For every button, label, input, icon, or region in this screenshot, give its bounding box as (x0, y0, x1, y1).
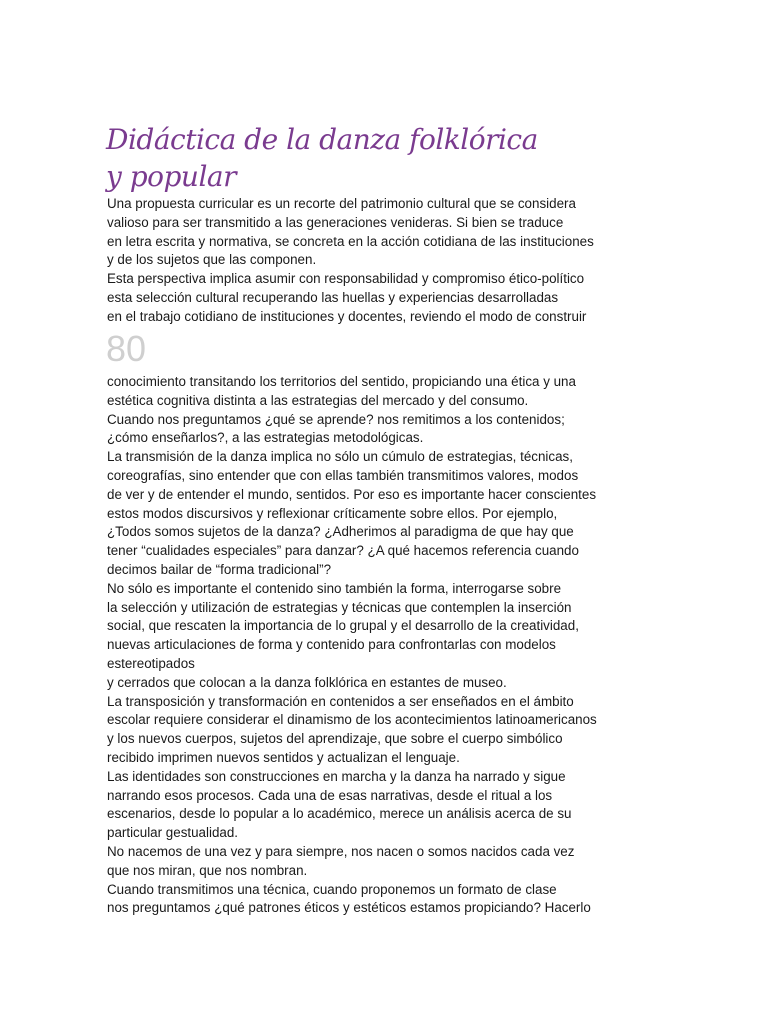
document-title (106, 121, 538, 195)
text-line: que nos miran, que nos nombran. (107, 862, 308, 878)
text-line: Esta perspectiva implica asumir con responsabilidad y compromiso ético-político (107, 271, 585, 287)
text-line: en letra escrita y normativa, se concreta en la acción cotidiana de las instituciones (107, 233, 594, 249)
text-line: conocimiento transitando los territorios del sentido, propiciando una ética y una (107, 374, 576, 389)
text-line: y cerrados que colocan a la danza folklórica en estantes de museo. (107, 674, 507, 690)
text-line: estética cognitiva distinta a las estrategias del mercado y del consumo. (107, 392, 529, 408)
text-line: la selección y utilización de estrategias y técnicas que contemplen la inserción (107, 599, 572, 615)
text-line: ¿Todos somos sujetos de la danza? ¿Adherimos al paradigma de que hay que (107, 524, 574, 540)
text-line: ¿cómo enseñarlos?, a las estrategias metodológicas. (107, 430, 424, 446)
text-line: No nacemos de una vez y para siempre, nos nacen o somos nacidos cada vez (107, 843, 575, 859)
text-line: estereotipados (107, 655, 195, 671)
body-text-block-2 (107, 373, 597, 918)
text-line: en el trabajo cotidiano de instituciones y docentes, reviendo el modo de construir (107, 308, 587, 324)
text-line: nuevas articulaciones de forma y contenido para confrontarlas con modelos (107, 637, 556, 653)
text-line: Una propuesta curricular es un recorte del patrimonio cultural que se considera (107, 196, 576, 211)
text-line: valioso para ser transmitido a las generaciones venideras. Si bien se traduce (107, 214, 564, 230)
text-line: estos modos discursivos y reflexionar críticamente sobre ellos. Por ejemplo, (107, 505, 558, 521)
text-line: escolar requiere considerar el dinamismo de los acontecimientos latinoamericanos (107, 712, 597, 728)
text-line: y los nuevos cuerpos, sujetos del aprendizaje, que sobre el cuerpo simbólico (107, 731, 563, 747)
text-line: escenarios, desde lo popular a lo académico, merece un análisis acerca de su (107, 806, 572, 822)
text-line: No sólo es importante el contenido sino también la forma, interrogarse sobre (107, 580, 562, 596)
text-line: Cuando transmitimos una técnica, cuando proponemos un formato de clase (107, 881, 557, 897)
text-line: narrando esos procesos. Cada una de esas narrativas, desde el ritual a los (107, 787, 553, 803)
text-line: Las identidades son construcciones en marcha y la danza ha narrado y sigue (107, 768, 566, 784)
body-text-block-1 (107, 195, 594, 327)
text-line: coreografías, sino entender que con ellas también transmitimos valores, modos (107, 467, 579, 483)
title-line-1: Didáctica de la danza folklórica (106, 123, 538, 156)
page-number: 80 (106, 328, 147, 369)
text-line: decimos bailar de “forma tradicional”? (107, 561, 332, 577)
text-line: particular gestualidad. (107, 825, 239, 841)
text-line: esta selección cultural recuperando las huellas y experiencias desarrolladas (107, 289, 559, 305)
text-line: La transmisión de la danza implica no sólo un cúmulo de estrategias, técnicas, (107, 449, 573, 465)
text-line: y de los sujetos que las componen. (107, 252, 317, 268)
text-line: recibido imprimen nuevos sentidos y actualizan el lenguaje. (107, 749, 460, 765)
text-line: nos preguntamos ¿qué patrones éticos y estéticos estamos propiciando? Hacerlo (107, 900, 591, 916)
text-line: Cuando nos preguntamos ¿qué se aprende? nos remitimos a los contenidos; (107, 411, 565, 427)
title-line-2: y popular (106, 160, 236, 193)
text-line: social, que rescaten la importancia de lo grupal y el desarrollo de la creatividad, (107, 618, 579, 634)
text-line: La transposición y transformación en contenidos a ser enseñados en el ámbito (107, 693, 574, 709)
text-line: tener “cualidades especiales” para danzar? ¿A qué hacemos referencia cuando (107, 543, 579, 559)
text-line: de ver y de entender el mundo, sentidos. Por eso es importante hacer conscientes (107, 486, 597, 502)
